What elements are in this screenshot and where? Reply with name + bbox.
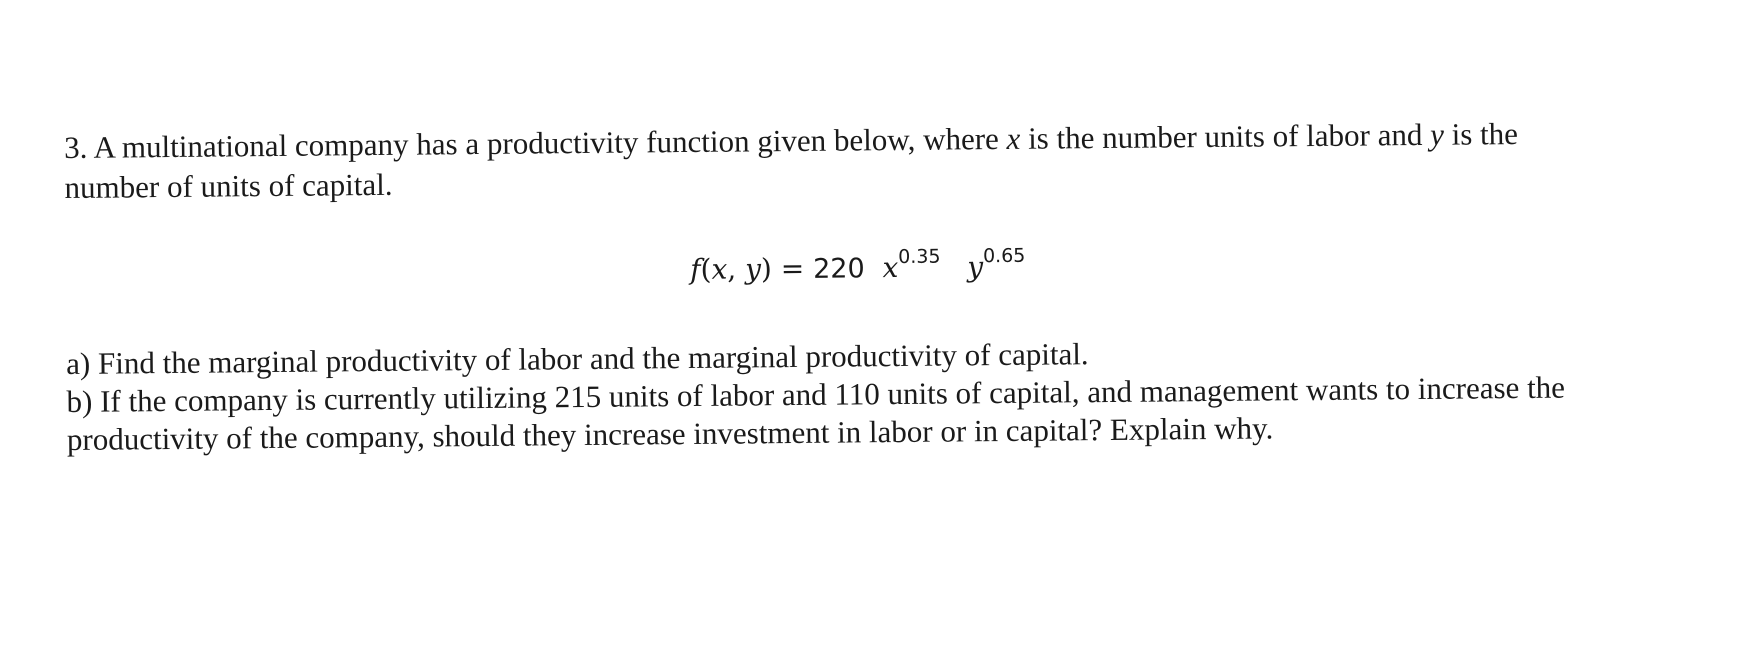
- exponent-x: 0.35: [898, 245, 941, 268]
- base-x: x: [882, 251, 899, 285]
- problem-text: is the number units of labor and: [1020, 116, 1431, 156]
- equals-sign: =: [771, 251, 814, 286]
- paren-open: (: [700, 252, 712, 286]
- part-b-line-2: productivity of the company, should they increase investment in labor or in capital? Explain why.: [66, 410, 1274, 457]
- base-y: y: [967, 250, 984, 284]
- function-name: f: [690, 252, 701, 286]
- paren-close: ): [760, 252, 773, 286]
- productivity-formula: [690, 244, 1026, 291]
- argument-x: x: [711, 252, 728, 286]
- argument-y: y: [744, 252, 762, 286]
- part-b-line-1: b) If the company is currently utilizing 215 units of labor and 110 units of capital, and management wants to increase the: [66, 369, 1566, 419]
- problem-statement-line-2: number of units of capital.: [64, 166, 393, 205]
- exponent-y: 0.65: [982, 244, 1026, 267]
- part-a: a) Find the marginal productivity of labor and the marginal productivity of capital.: [66, 336, 1089, 381]
- problem-statement: [64, 112, 1705, 208]
- comma: ,: [727, 252, 746, 286]
- problem-text: is the: [1443, 116, 1519, 152]
- problem-text: 3. A multinational company has a productivity function given below, where: [64, 120, 1007, 165]
- variable-x: x: [1006, 120, 1021, 156]
- variable-y: y: [1429, 116, 1445, 152]
- question-parts: [66, 329, 1717, 459]
- coefficient: 220: [812, 253, 865, 285]
